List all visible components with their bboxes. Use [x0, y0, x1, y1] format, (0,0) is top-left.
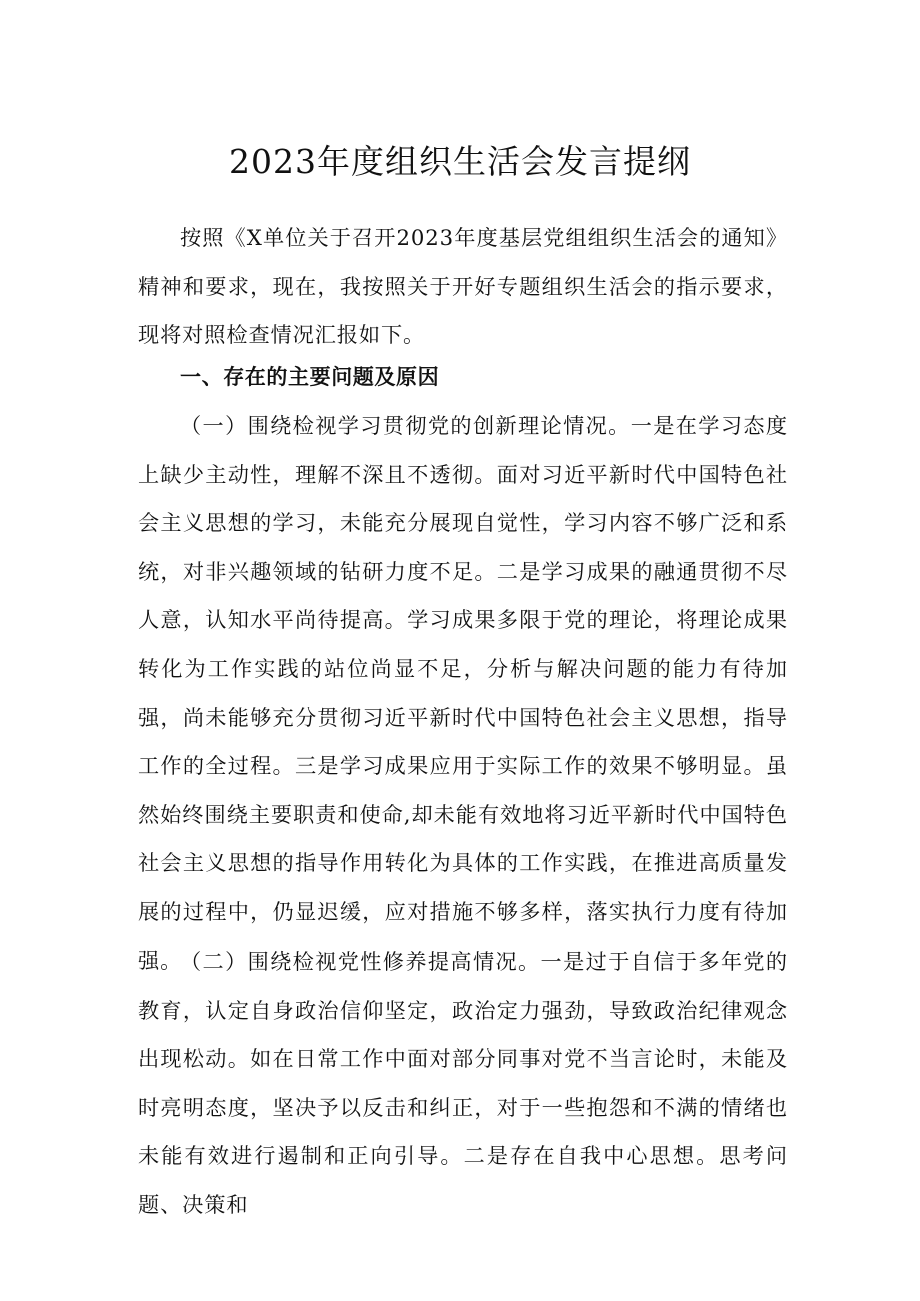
paragraph-2: （二）围绕检视党性修养提高情况。一是过于自信于多年党的教育，认定自身政治信仰坚定，政治定力强劲，导致政治纪律观念出现松动。如在日常工作中面对部分同事对党不当言论时，未能及时亮明态度，坚决予以反击和纠正，对于一些抱怨和不满的情绪也未能有效进行遏制和正向引导。二是存在自我中心思想。思考问题、决策和 — [138, 949, 788, 1217]
intro-paragraph: 按照《X单位关于召开2023年度基层党组组织生活会的通知》精神和要求，现在，我按照关于开好专题组织生活会的指示要求，现将对照检查情况汇报如下。 — [138, 225, 788, 348]
paragraph-1: （一）围绕检视学习贯彻党的创新理论情况。一是在学习态度上缺少主动性，理解不深且不透彻。面对习近平新时代中国特色社会主义思想的学习，未能充分展现自觉性，学习内容不够广泛和系统，对非兴趣领域的钻研力度不足。二是学习成果的融通贯彻不尽人意，认知水平尚待提高。学习成果多限于党的理论，将理论成果转化为工作实践的站位尚显不足，分析与解决问题的能力有待加强，尚未能够充分贯彻习近平新时代中国特色社会主义思想，指导工作的全过程。三是学习成果应用于实际工作的效果不够明显。虽然始终围绕主要职责和使命,却未能有效地将习近平新时代中国特色社会主义思想的指导作用转化为具体的工作实践，在推进高质量发展的过程中，仍显迟缓，应对措施不够多样，落实执行力度有待加强。 — [138, 413, 788, 973]
section-heading: 一、存在的主要问题及原因 — [180, 365, 440, 389]
document-title: 2023年度组织生活会发言提纲 — [229, 142, 691, 181]
